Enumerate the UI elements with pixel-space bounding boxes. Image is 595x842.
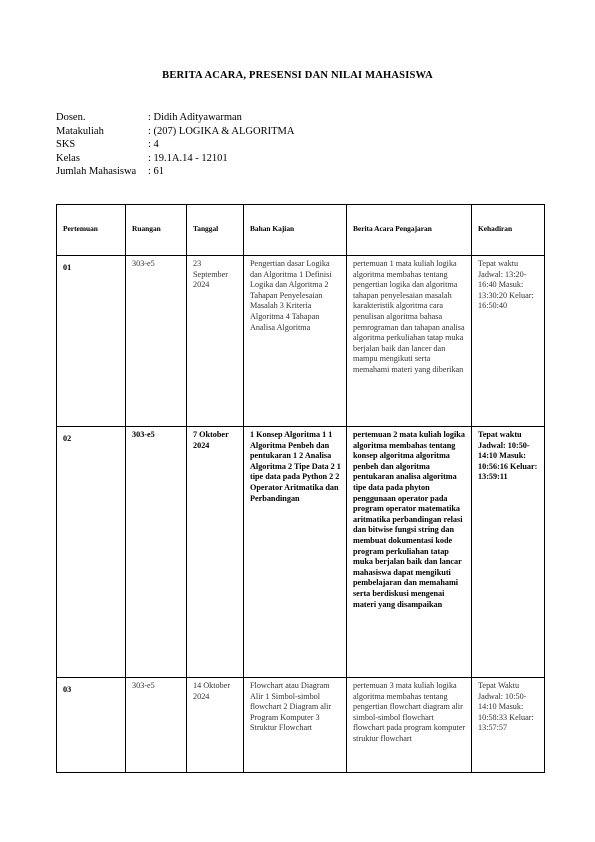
cell-bahan-kajian: Flowchart atau Diagram Alir 1 Simbol-simbol flowchart 2 Diagram alir Program Komputer 3 Struktur Flowchart (244, 678, 347, 773)
info-label: Jumlah Mahasiswa (56, 166, 137, 178)
table-header-row (57, 205, 545, 256)
cell-bahan-kajian: Pengertian dasar Logika dan Algoritma 1 Definisi Logika dan Algoritma 2 Tahapan Penyelesaian Masalah 3 Kriteria Algoritma 4 Tahapan Analisa Algoritma (244, 256, 347, 427)
cell-kehadiran: Tepat waktu Jadwal: 10:50-14:10 Masuk: 10:56:16 Keluar: 13:59:11 (472, 427, 545, 678)
header-berita-acara: Berita Acara Pengajaran (347, 205, 472, 256)
cell-pertemuan: 03 (57, 678, 126, 773)
header-pertemuan: Pertemuan (57, 205, 126, 256)
table-row (57, 427, 545, 678)
cell-berita-acara: pertemuan 2 mata kuliah logika algoritma membahas tentang konsep algoritma algoritma penbeh dan algoritma pentukaran analisa algoritma tipe data pada phyton penggunaan operator pada program operator matematika aritmatika perbandingan relasi dan bitwise fungsi string dan membuat dokumentasi kode program perkuliahan tatap muka berjalan baik dan lancar mahasiswa dapat mengikuti pembelajaran dan memahami serta berdiskusi mengenai materi yang disampaikan (347, 427, 472, 678)
cell-tanggal: 14 Oktober 2024 (187, 678, 244, 773)
course-info (56, 111, 294, 179)
info-value: : 4 (148, 139, 159, 151)
info-label: SKS (56, 139, 76, 151)
cell-bahan-kajian: 1 Konsep Algoritma 1 1 Algoritma Penbeh dan pentukaran 1 2 Analisa Algoritma 2 Tipe Data 2 1 tipe data pada Python 2 2 Operator Aritmatika dan Perbandingan (244, 427, 347, 678)
attendance-table (56, 204, 545, 773)
header-tanggal: Tanggal (187, 205, 244, 256)
info-label: Kelas (56, 152, 80, 164)
cell-ruangan: 303-e5 (126, 256, 187, 427)
header-kehadiran: Kehadiran (472, 205, 545, 256)
cell-tanggal: 23 September 2024 (187, 256, 244, 427)
info-row-kelas (56, 152, 294, 166)
info-row-jumlah (56, 165, 294, 179)
info-value: : Didih Adityawarman (148, 112, 242, 123)
cell-berita-acara: pertemuan 1 mata kuliah logika algoritma membahas tentang pengertian logika dan algoritma tahapan penyelesaian masalah karakteristik algoritma cara penulisan algoritma bahasa pemrograman dan tahapan analisa algoritma perkuliahan tatap muka berjalan baik dan lancer dan mampu mengikuti serta memahami materi yang diberikan (347, 256, 472, 427)
cell-ruangan: 303-e5 (126, 427, 187, 678)
header-bahan-kajian: Bahan Kajian (244, 205, 347, 256)
table-row (57, 678, 545, 773)
info-row-matakuliah (56, 125, 294, 139)
info-row-sks (56, 138, 294, 152)
header-ruangan: Ruangan (126, 205, 187, 256)
cell-pertemuan: 02 (57, 427, 126, 678)
cell-ruangan: 303-e5 (126, 678, 187, 773)
cell-berita-acara: pertemuan 3 mata kuliah logika algoritma membahas tentang pengertian flowchart diagram alir simbol-simbol flowchart flowchart pada program komputer struktur flowchart (347, 678, 472, 773)
info-value: : 19.1A.14 - 12101 (148, 152, 228, 164)
info-label: Matakuliah (56, 125, 104, 137)
cell-pertemuan: 01 (57, 256, 126, 427)
cell-kehadiran: Tepat Waktu Jadwal: 10:50-14:10 Masuk: 10:58:33 Keluar: 13:57:57 (472, 678, 545, 773)
table-row (57, 256, 545, 427)
cell-kehadiran: Tepat waktu Jadwal: 13:20-16:40 Masuk: 13:30:20 Keluar: 16:50:40 (472, 256, 545, 427)
info-row-dosen (56, 111, 294, 125)
info-value: : 61 (148, 166, 165, 178)
cell-tanggal: 7 Oktober 2024 (187, 427, 244, 678)
info-value: : (207) LOGIKA & ALGORITMA (148, 125, 295, 137)
info-label: Dosen. (56, 112, 86, 123)
document-title: BERITA ACARA, PRESENSI DAN NILAI MAHASISWA (162, 70, 433, 81)
